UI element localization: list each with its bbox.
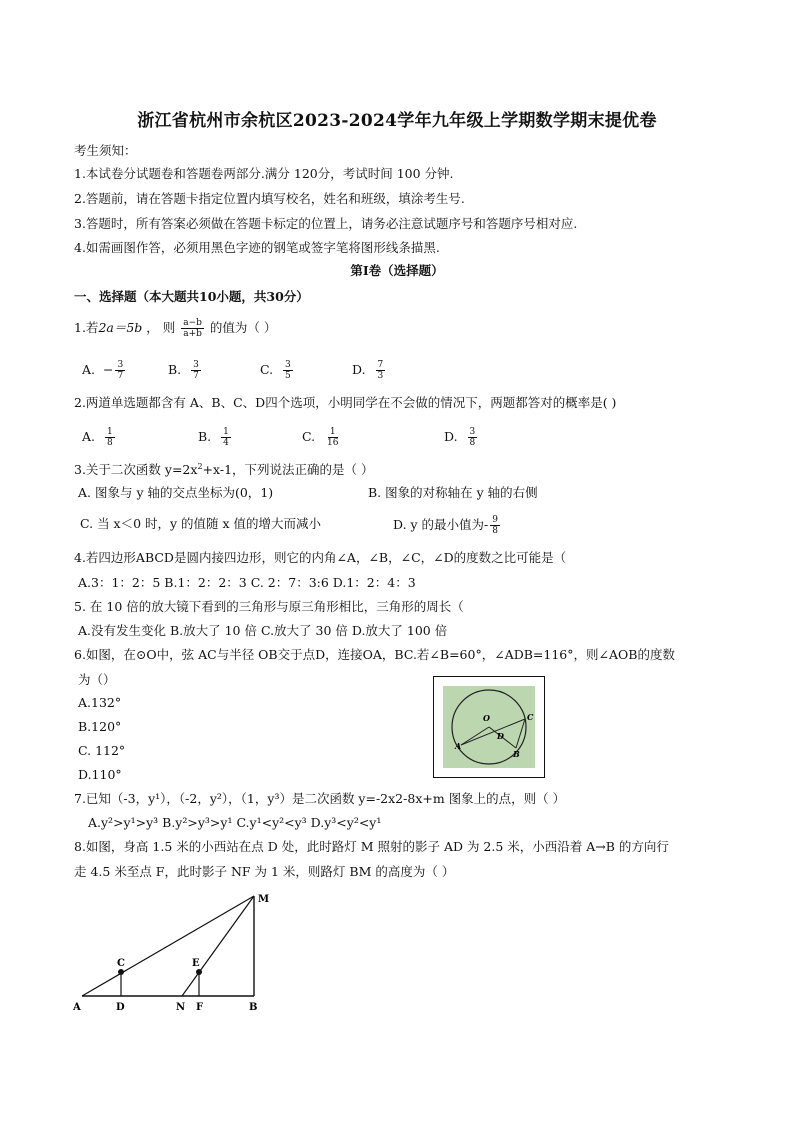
page-title: 浙江省杭州市余杭区2023-2024学年九年级上学期数学期末提优卷 [137, 111, 657, 131]
question-2: 2.两道单选题都含有 A、B、C、D四个选项，小明同学在不会做的情况下，两题都答对的概率是( ) [74, 395, 617, 410]
q6-label-o: O [483, 713, 490, 723]
q4-options[interactable]: A.3：1：2：5 B.1：2：2：3 C. 2：7：3:6 D.1：2：4：3 [78, 575, 416, 590]
q6-label-a: A [455, 741, 462, 751]
question-5: 5. 在 10 倍的放大镜下看到的三角形与原三角形相比，三角形的周长（ [74, 599, 464, 614]
q8-point-e [196, 969, 202, 975]
question-8-line-1: 8.如图，身高 1.5 米的小西站在点 D 处，此时路灯 M 照射的影子 AD 为 2.5 米，小西沿着 A→B 的方向行 [74, 839, 669, 854]
q3-option-d[interactable]: D. y 的最小值为- $\frac{9}{8}$ [393, 515, 499, 536]
q8-label-c: C [117, 958, 125, 969]
q6-label-d: D [497, 731, 504, 741]
question-8-line-2: 走 4.5 米至点 F，此时影子 NF 为 1 米，则路灯 BM 的高度为（ ） [74, 864, 455, 879]
notice-heading: 考生须知： [74, 143, 137, 158]
q2-option-d[interactable]: D. $\frac{3}{8}$ [444, 427, 476, 448]
q6-option-d[interactable]: D.110° [78, 767, 122, 782]
q8-label-n: N [176, 1002, 186, 1013]
q8-label-f: F [196, 1002, 204, 1013]
q5-options[interactable]: A.没有发生变化 B.放大了 10 倍 C.放大了 30 倍 D.放大了 100 倍 [78, 623, 448, 638]
q1-condition: 2a＝5b [98, 320, 143, 335]
q2-option-c[interactable]: C. $\frac{1}{16}$ [302, 427, 339, 448]
q8-label-a: A [73, 1002, 81, 1013]
q8-label-d: D [116, 1002, 125, 1013]
q1-option-d[interactable]: D. $\frac{7}{3}$ [352, 360, 384, 381]
question-3: 3.关于二次函数 $y=2x^2+x-1$，下列说法正确的是（ ） [74, 462, 374, 478]
notice-item-2: 2.答题前，请在答题卡指定位置内填写校名，姓名和班级，填涂考生号. [74, 191, 465, 206]
q1-mid: ， 则 [146, 320, 176, 335]
notice-item-3: 3.答题时，所有答案必须做在答题卡标定的位置上，请务必注意试题序号和答题序号相对应. [74, 216, 578, 231]
question-7: 7.已知（-3，y¹），（-2，y²），（1，y³）是二次函数 y=-2x2-8x+m 图象上的点，则（ ） [74, 791, 566, 806]
question-6-line-2: 为（） [78, 672, 116, 687]
q1-option-c[interactable]: C. $\frac{3}{5}$ [260, 360, 291, 381]
q8-ray-nm [182, 896, 254, 996]
q3-option-b[interactable]: B. 图象的对称轴在 y 轴的右侧 [368, 485, 538, 500]
q8-point-c [118, 969, 124, 975]
notice-item-1: 1.本试卷分试题卷和答题卷两部分.满分 120分，考试时间 100 分钟. [74, 166, 454, 181]
q6-option-c[interactable]: C. 112° [78, 743, 126, 758]
q2-option-a[interactable]: A. $\frac{1}{8}$ [82, 427, 113, 448]
q3-option-c[interactable]: C. 当 x＜0 时，y 的值随 x 值的增大而减小 [80, 516, 322, 531]
q8-ray-am [82, 896, 254, 996]
q1-pre: 1.若 [74, 320, 99, 335]
q6-option-b[interactable]: B.120° [78, 719, 122, 734]
q8-label-m: M [258, 894, 270, 905]
q6-label-c: C [527, 712, 534, 722]
part-heading: 第Ⅰ卷（选择题） [350, 263, 444, 278]
section-heading: 一、选择题（本大题共10小题，共30分） [74, 289, 309, 304]
q6-option-a[interactable]: A.132° [78, 695, 122, 710]
q6-label-b: B [513, 749, 520, 759]
question-4: 4.若四边形ABCD是圆内接四边形，则它的内角∠A，∠B，∠C，∠D的度数之比可能是（ [74, 550, 567, 565]
q8-label-e: E [192, 958, 200, 969]
q1-option-a[interactable]: A. − $\frac{3}{7}$ [82, 360, 124, 381]
q8-lamp-figure [68, 888, 288, 1018]
question-1 [74, 318, 276, 339]
q1-post: 的值为（ ） [209, 320, 277, 335]
q7-options[interactable]: A.y²>y¹>y³ B.y²>y³>y¹ C.y¹<y²<y³ D.y³<y²<y¹ [88, 815, 382, 830]
q1-fraction: $\frac{a-b}{a+b}$ [183, 318, 202, 339]
q6-circle-figure [433, 676, 545, 778]
q2-option-b[interactable]: B. $\frac{1}{4}$ [198, 427, 229, 448]
notice-item-4: 4.如需画图作答，必须用黑色字迹的钢笔或签字笔将图形线条描黑. [74, 240, 440, 255]
q8-label-b: B [249, 1002, 258, 1013]
q1-option-b[interactable]: B. $\frac{3}{7}$ [168, 360, 199, 381]
question-6-line-1: 6.如图，在⊙O中，弦 AC与半径 OB交于点D，连接OA，BC.若∠B=60°，∠ADB=116°，则∠AOB的度数 [74, 647, 675, 662]
q3-option-a[interactable]: A. 图象与 y 轴的交点坐标为(0，1) [78, 485, 274, 500]
